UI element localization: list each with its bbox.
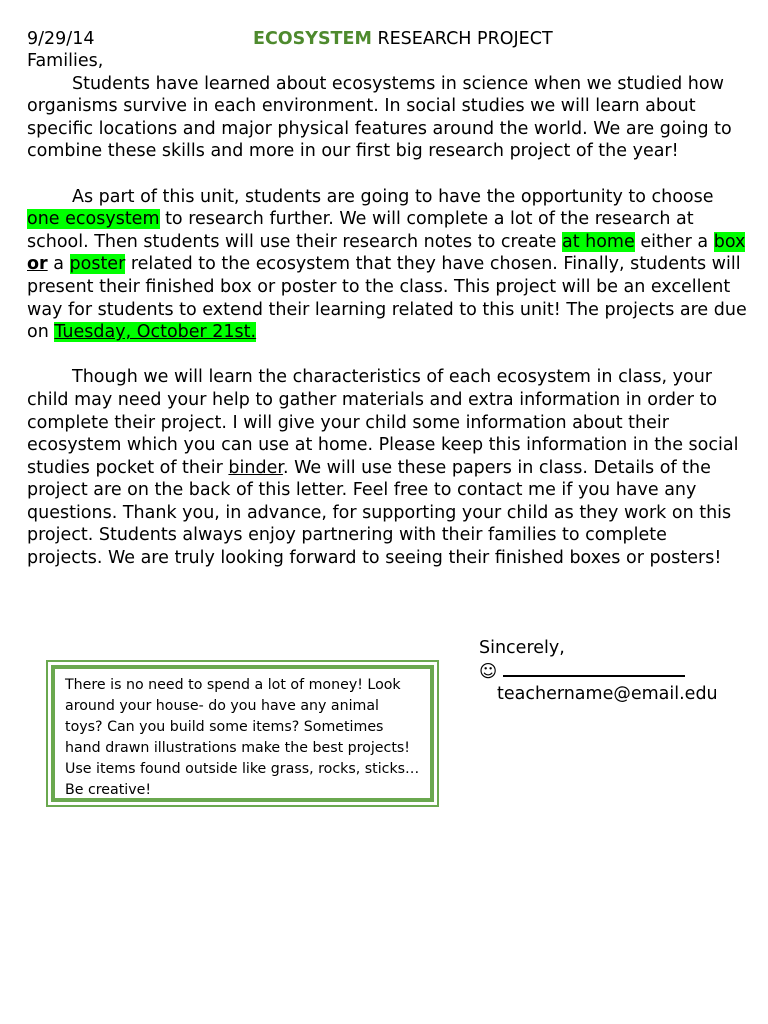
emphasis-or: or bbox=[27, 254, 48, 275]
title-accent: ECOSYSTEM bbox=[253, 29, 372, 49]
letter-title bbox=[253, 28, 553, 50]
highlight-box: box bbox=[713, 231, 746, 252]
paragraph-help bbox=[27, 366, 747, 569]
tip-box bbox=[46, 660, 439, 807]
smiley-icon: ☺ bbox=[479, 661, 498, 682]
paragraph-gap bbox=[27, 163, 747, 186]
signature-row bbox=[479, 660, 718, 684]
paragraph-gap bbox=[27, 344, 747, 367]
paragraph-intro: Students have learned about ecosystems in science when we studied how organisms survive in each environment. In social studies we will learn about specific locations and major physical features around the world. We are going to combine these skills and more in our first big research project of the year! bbox=[27, 73, 732, 162]
highlight-due-date: Tuesday, October 21st. bbox=[54, 322, 257, 343]
para2-text-2: to research further. We will complete a lot of the research at school. Then students will use their research notes to create bbox=[27, 209, 694, 252]
para2-text-3: either a bbox=[634, 231, 714, 252]
paragraph-project bbox=[27, 186, 747, 344]
letter-date: 9/29/14 bbox=[27, 29, 95, 49]
para3-text-2: . We will use these papers in class. Details of the project are on the back of this letter. Feel free to contact me if you have any questions. Thank you, in advance, for supporting your child as they work on this project. Students always enjoy partnering with their families to complete projects. We are truly looking forward to seeing their finished boxes or posters! bbox=[27, 457, 732, 569]
para2-text-5: a bbox=[47, 254, 70, 275]
para2-text-1: As part of this unit, students are going to have the opportunity to choose bbox=[72, 186, 714, 207]
highlight-one-ecosystem: one ecosystem bbox=[27, 209, 160, 230]
title-rest: RESEARCH PROJECT bbox=[371, 29, 553, 49]
signature-line bbox=[503, 660, 685, 677]
teacher-email: teachername@email.edu bbox=[497, 684, 718, 705]
signoff-block bbox=[479, 637, 718, 706]
tip-text: There is no need to spend a lot of money! Look around your house- do you have any animal toys? Can you build some items? Sometimes hand drawn illustrations make the best projects! Use items found outside like grass, rocks, sticks… Be creative! bbox=[51, 665, 434, 802]
para3-text-1: Though we will learn the characteristics of each ecosystem in class, your child may need your help to gather materials and extra information in order to complete their project. I will give your child some information about their ecosystem which you can use at home. Please keep this information in the social studies pocket of their bbox=[27, 367, 739, 478]
underline-binder: binder bbox=[228, 457, 283, 478]
greeting: Families, bbox=[27, 51, 104, 71]
closing-text: Sincerely, bbox=[479, 638, 565, 658]
para2-text-6: related to the ecosystem that they have chosen. Finally, students will present their finished box or poster to the class. This project will be an excellent way for students to extend their learning related to this unit! The projects are due on bbox=[27, 254, 747, 343]
letter-body bbox=[27, 50, 747, 570]
highlight-poster: poster bbox=[69, 254, 126, 275]
highlight-at-home: at home bbox=[561, 231, 635, 252]
